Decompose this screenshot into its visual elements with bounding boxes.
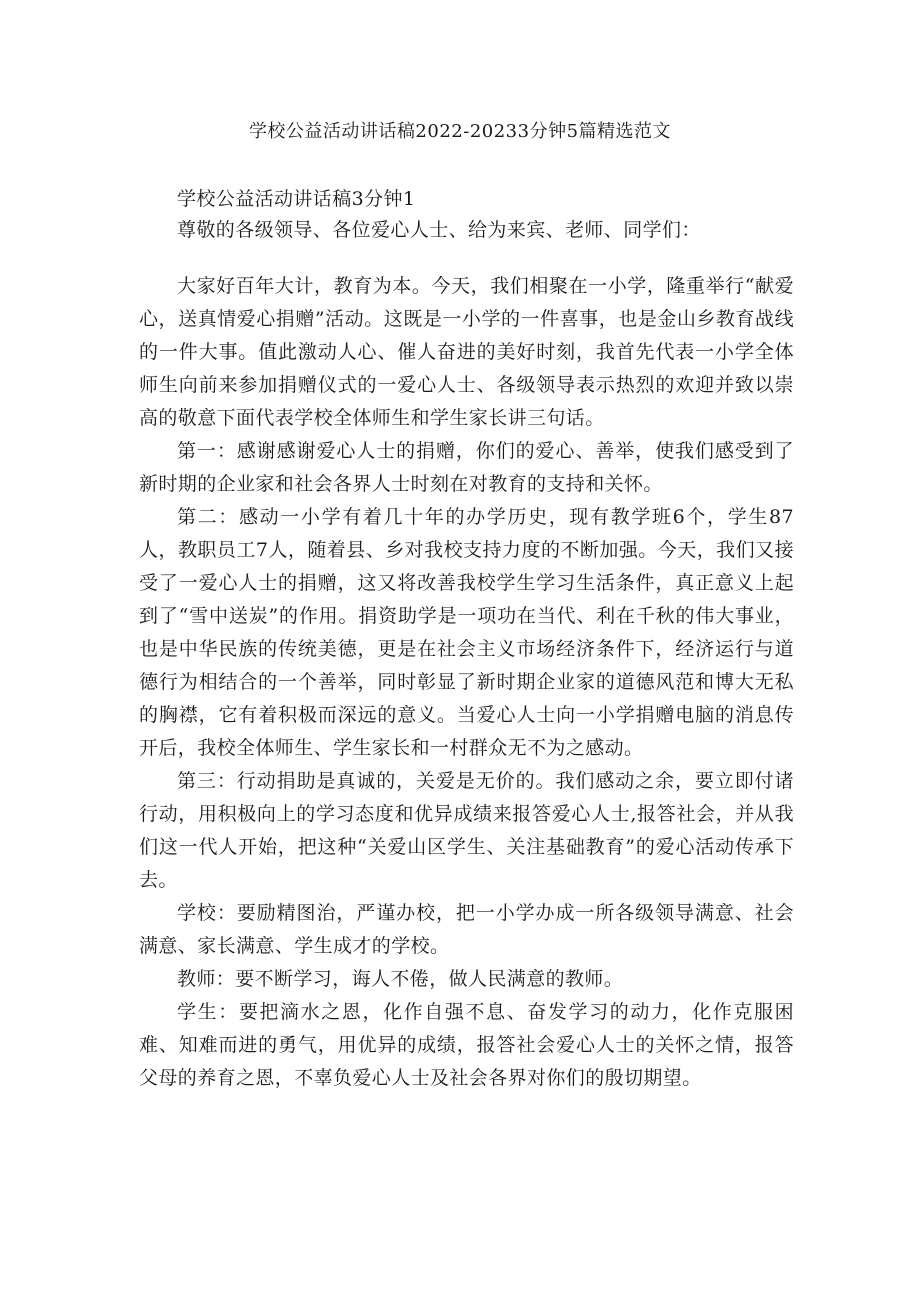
document-body	[139, 184, 794, 1095]
salutation: 尊敬的各级领导、各位爱心人士、给为来宾、老师、同学们：	[177, 219, 701, 241]
paragraph-intro: 大家好百年大计，教育为本。今天，我们相聚在一小学，隆重举行“献爱心，送真情爱心捐赠”活动。这既是一小学的一件喜事，也是金山乡教育战线的一件大事。值此激动人心、催人奋进的美好时刻，我首先代表一小学全体师生向前来参加捐赠仪式的一爱心人士、各级领导表示热烈的欢迎并致以崇高的敬意下面代表学校全体师生和学生家长讲三句话。	[139, 275, 794, 429]
paragraph-third-point: 第三：行动捐助是真诚的，关爱是无价的。我们感动之余，要立即付诸行动，用积极向上的学习态度和优异成绩来报答爱心人士,报答社会，并从我们这一代人开始，把这种“关爱山区学生、关注基础教育”的爱心活动传承下去。	[139, 770, 794, 891]
section-subtitle: 学校公益活动讲话稿3分钟1	[177, 188, 416, 210]
paragraph-teachers: 教师：要不断学习，诲人不倦，做人民满意的教师。	[177, 968, 624, 990]
paragraph-second-point: 第二：感动一小学有着几十年的办学历史，现有教学班6个，学生87人，教职员工7人，随着县、乡对我校支持力度的不断加强。今天，我们又接受了一爱心人士的捐赠，这又将改善我校学生学习生活条件，真正意义上起到了“雪中送炭”的作用。捐资助学是一项功在当代、利在千秋的伟大事业，也是中华民族的传统美德，更是在社会主义市场经济条件下，经济运行与道德行为相结合的一个善举，同时彰显了新时期企业家的道德风范和博大无私的胸襟，它有着积极而深远的意义。当爱心人士向一小学捐赠电脑的消息传开后，我校全体师生、学生家长和一村群众无不为之感动。	[139, 506, 794, 759]
paragraph-students: 学生：要把滴水之恩，化作自强不息、奋发学习的动力，化作克服困难、知难而进的勇气，用优异的成绩，报答社会爱心人士的关怀之情，报答父母的养育之恩，不辜负爱心人士及社会各界对你们的殷切期望。	[139, 1001, 794, 1089]
document-title: 学校公益活动讲话稿2022-20233分钟5篇精选范文	[248, 121, 672, 142]
paragraph-first-point: 第一：感谢感谢爱心人士的捐赠，你们的爱心、善举，使我们感受到了新时期的企业家和社会各界人士时刻在对教育的支持和关怀。	[139, 440, 794, 495]
paragraph-school: 学校：要励精图治，严谨办校，把一小学办成一所各级领导满意、社会满意、家长满意、学生成才的学校。	[139, 902, 794, 957]
